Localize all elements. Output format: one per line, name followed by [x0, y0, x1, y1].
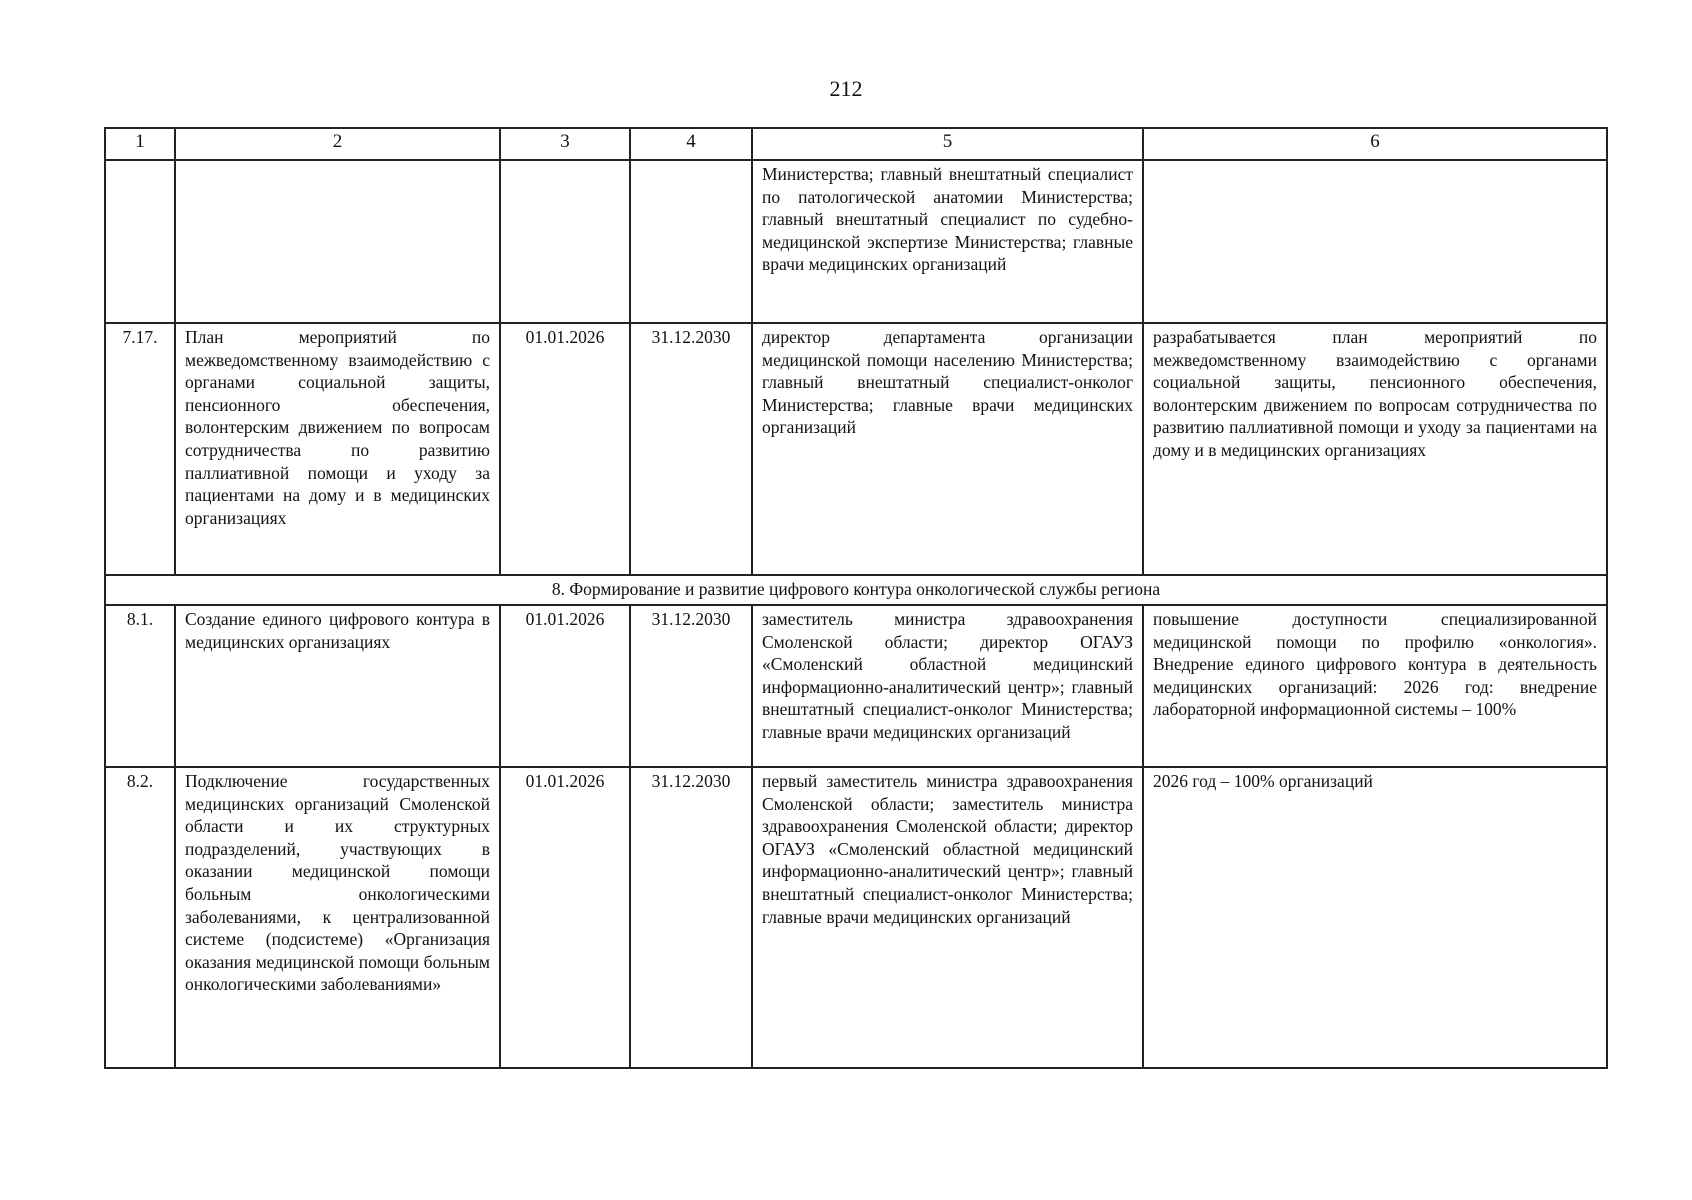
row-start-date-cell: 01.01.2026 — [500, 767, 630, 1068]
row-responsible-cell: заместитель министра здравоохранения Смоленской области; директор ОГАУЗ «Смоленский областной медицинский информационно-аналитический центр»; главный внештатный специалист-онколог Министерства; главные врачи медицинских организаций — [752, 605, 1143, 767]
row-responsible-cell: первый заместитель министра здравоохранения Смоленской области; заместитель министра здравоохранения Смоленской области; директор ОГАУЗ «Смоленский областной медицинский информационно-аналитический центр»; главный внештатный специалист-онколог Министерства; главные врачи медицинских организаций — [752, 767, 1143, 1068]
column-header-3: 3 — [500, 128, 630, 160]
row-start-date-cell: 01.01.2026 — [500, 323, 630, 575]
plan-table — [104, 127, 1608, 1069]
table-row-8-2 — [105, 767, 1607, 1068]
row-number-cell: 7.17. — [105, 323, 175, 575]
row-end-date-cell: 31.12.2030 — [630, 605, 752, 767]
row-name-cell: Подключение государственных медицинских организаций Смоленской области и их структурных подразделений, участвующих в оказании медицинской помощи больным онкологическими заболеваниями, к централизованной системе (подсистеме) «Организация оказания медицинской помощи больным онкологическими заболеваниями» — [175, 767, 500, 1068]
column-header-1: 1 — [105, 128, 175, 160]
row-end-cell — [630, 160, 752, 323]
row-number-cell: 8.1. — [105, 605, 175, 767]
row-name-cell — [175, 160, 500, 323]
row-number-cell: 8.2. — [105, 767, 175, 1068]
row-end-date-cell: 31.12.2030 — [630, 767, 752, 1068]
column-header-4: 4 — [630, 128, 752, 160]
row-responsible-cell: Министерства; главный внештатный специалист по патологической анатомии Министерства; главный внештатный специалист по судебно-медицинской экспертизе Министерства; главные врачи медицинских организаций — [752, 160, 1143, 323]
row-result-cell: 2026 год – 100% организаций — [1143, 767, 1607, 1068]
column-header-5: 5 — [752, 128, 1143, 160]
row-end-date-cell: 31.12.2030 — [630, 323, 752, 575]
row-result-cell: повышение доступности специализированной медицинской помощи по профилю «онкология». Внедрение единого цифрового контура в деятельность медицинских организаций: 2026 год: внедрение лабораторной информационной системы – 100% — [1143, 605, 1607, 767]
row-name-cell: План мероприятий по межведомственному взаимодействию с органами социальной защиты, пенсионного обеспечения, волонтерским движением по вопросам сотрудничества по развитию паллиативной помощи и уходу за пациентами на дому и в медицинских организациях — [175, 323, 500, 575]
column-header-6: 6 — [1143, 128, 1607, 160]
column-header-2: 2 — [175, 128, 500, 160]
row-responsible-cell: директор департамента организации медицинской помощи населению Министерства; главный внештатный специалист-онколог Министерства; главные врачи медицинских организаций — [752, 323, 1143, 575]
page-number: 212 — [829, 76, 863, 101]
column-number-row — [105, 128, 1607, 160]
row-start-cell — [500, 160, 630, 323]
row-name-cell: Создание единого цифрового контура в медицинских организациях — [175, 605, 500, 767]
table-row-7-17 — [105, 323, 1607, 575]
section-header-8 — [105, 575, 1607, 605]
row-result-cell: разрабатывается план мероприятий по межведомственному взаимодействию с органами социальной защиты, пенсионного обеспечения, волонтерским движением по вопросам сотрудничества по развитию паллиативной помощи и уходу за пациентами на дому и в медицинских организациях — [1143, 323, 1607, 575]
table-row-continuation — [105, 160, 1607, 323]
row-number-cell — [105, 160, 175, 323]
row-result-cell — [1143, 160, 1607, 323]
section-title: 8. Формирование и развитие цифрового контура онкологической службы региона — [105, 575, 1607, 605]
table-row-8-1 — [105, 605, 1607, 767]
row-start-date-cell: 01.01.2026 — [500, 605, 630, 767]
